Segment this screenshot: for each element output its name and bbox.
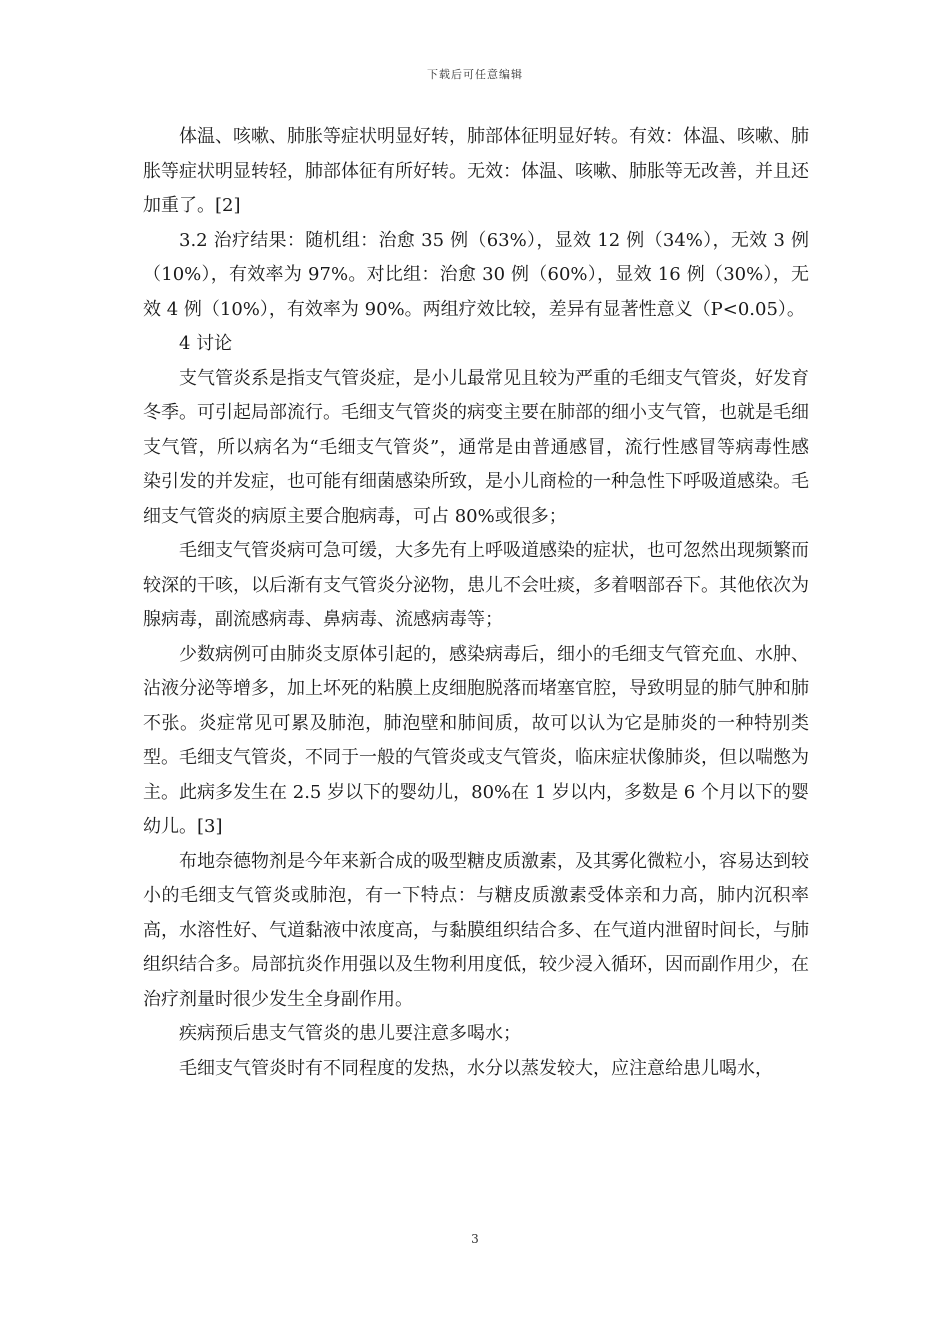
paragraph-prognosis: 疾病预后患支气管炎的患儿要注意多喝水； xyxy=(179,1023,521,1044)
paragraph-discussion-4: 布地奈德物剂是今年来新合成的吸型糖皮质激素，及其雾化微粒小，容易达到较小的毛细支气管炎或肺泡，有一下特点：与糖皮质激素受体亲和力高，肺内沉积率高，水溶性好、气道黏液中浓度高，与黏膜组织结合多、在气道内泄留时间长，与肺组织结合多。局部抗炎作用强以及生物利用度低，较少浸入循环，因而副作用少，在治疗剂量时很少发生全身副作用。 xyxy=(143,850,809,1010)
paragraph-discussion-1: 支气管炎系是指支气管炎症，是小儿最常见且较为严重的毛细支气管炎，好发育冬季。可引起局部流行。毛细支气管炎的病变主要在肺部的细小支气管，也就是毛细支气管，所以病名为“毛细支气管炎”，通常是由普通感冒，流行性感冒等病毒性感染引发的并发症，也可能有细菌感染所致，是小儿商检的一种急性下呼吸道感染。毛细支气管炎的病原主要合胞病毒，可占 80%或很多； xyxy=(143,367,809,527)
document-body xyxy=(143,120,809,1086)
section-heading-discussion: 4 讨论 xyxy=(179,333,233,354)
page-number: 3 xyxy=(471,1232,479,1246)
paragraph-discussion-3: 少数病例可由肺炎支原体引起的，感染病毒后，细小的毛细支气管充血、水肿、沾液分泌等增多，加上坏死的粘膜上皮细胞脱落而堵塞官腔，导致明显的肺气肿和肺不张。炎症常见可累及肺泡，肺泡壁和肺间质，故可以认为它是肺炎的一种特别类型。毛细支气管炎，不同于一般的气管炎或支气管炎，临床症状像肺炎，但以喘憋为主。此病多发生在 2.5 岁以下的婴幼儿，80%在 1 岁以内，多数是 6 个月以下的婴幼儿。[3] xyxy=(143,643,809,837)
page-header: 下载后可任意编辑 xyxy=(427,68,523,81)
paragraph-treatment-results: 3.2 治疗结果：随机组：治愈 35 例（63%），显效 12 例（34%），无效 3 例（10%），有效率为 97%。对比组：治愈 30 例（60%），显效 16 例（30%），无效 4 例（10%），有效率为 90%。两组疗效比较，差异有显著性意义（P<0.05）。 xyxy=(143,229,809,320)
paragraph-discussion-2: 毛细支气管炎病可急可缓，大多先有上呼吸道感染的症状，也可忽然出现频繁而较深的干咳，以后渐有支气管炎分泌物，患儿不会吐痰，多着咽部吞下。其他依次为腺病毒，副流感病毒、鼻病毒、流感病毒等； xyxy=(143,540,809,630)
paragraph-fluid-intake: 毛细支气管炎时有不同程度的发热，水分以蒸发较大，应注意给患儿喝水， xyxy=(179,1057,773,1079)
paragraph-criteria: 体温、咳嗽、肺胀等症状明显好转，肺部体征明显好转。有效：体温、咳嗽、肺胀等症状明显转轻，肺部体征有所好转。无效：体温、咳嗽、肺胀等无改善，并且还加重了。[2] xyxy=(143,126,809,216)
